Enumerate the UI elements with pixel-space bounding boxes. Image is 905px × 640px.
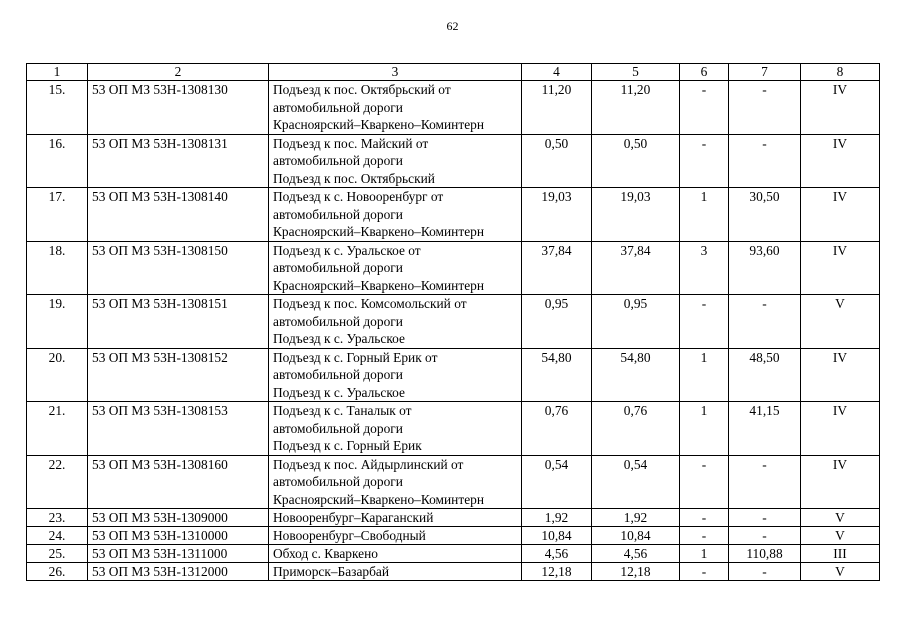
road-name-line: Подъезд к с. Уральское от [273,242,421,258]
category-cell: IV [801,241,880,295]
road-name-cell [269,134,522,188]
road-name-line: Подъезд к пос. Айдырлинский от [273,456,464,472]
count-cell: - [680,563,729,581]
row-number-cell: 19. [27,295,88,349]
length-cell: 12,18 [522,563,592,581]
value-cell: 48,50 [729,348,801,402]
road-name-cell [269,545,522,563]
road-name-cell [269,348,522,402]
table-header-row [27,64,880,81]
length-cell: 4,56 [522,545,592,563]
category-cell: V [801,527,880,545]
road-id-cell: 53 ОП МЗ 53Н-1308130 [88,81,269,135]
road-name-line: Красноярский–Кваркено–Коминтерн [273,117,485,132]
page-number: 62 [446,19,459,33]
count-cell: - [680,295,729,349]
road-id-cell: 53 ОП МЗ 53Н-1308151 [88,295,269,349]
category-cell: IV [801,455,880,509]
table-row [27,295,880,349]
row-number-cell: 22. [27,455,88,509]
road-name-line: автомобильной дороги [273,260,403,275]
category-cell: III [801,545,880,563]
value-cell: 93,60 [729,241,801,295]
road-name-line: Красноярский–Кваркено–Коминтерн [273,224,485,239]
road-id-cell: 53 ОП МЗ 53Н-1312000 [88,563,269,581]
table-row [27,188,880,242]
length-cell: 54,80 [592,348,680,402]
value-cell: 30,50 [729,188,801,242]
table-body [27,81,880,581]
road-name-cell [269,188,522,242]
road-id-cell: 53 ОП МЗ 53Н-1310000 [88,527,269,545]
road-name-line: Подъезд к пос. Октябрьский [273,170,435,186]
length-cell: 19,03 [592,188,680,242]
count-cell: 1 [680,402,729,456]
road-id-cell: 53 ОП МЗ 53Н-1309000 [88,509,269,527]
length-cell: 11,20 [522,81,592,135]
length-cell: 11,20 [592,81,680,135]
category-cell: IV [801,134,880,188]
row-number-cell: 26. [27,563,88,581]
row-number-cell: 16. [27,134,88,188]
road-name-line: Подъезд к с. Уральское [273,384,405,400]
row-number-cell: 17. [27,188,88,242]
length-cell: 4,56 [592,545,680,563]
road-name-line: Подъезд к с. Горный Ерик [273,438,422,453]
count-cell: - [680,455,729,509]
count-cell: 1 [680,188,729,242]
column-header: 7 [729,64,801,81]
value-cell: - [729,509,801,527]
table-row [27,81,880,135]
road-name-line: Подъезд к с. Таналык от [273,403,412,418]
length-cell: 37,84 [592,241,680,295]
row-number-cell: 20. [27,348,88,402]
road-id-cell: 53 ОП МЗ 53Н-1308152 [88,348,269,402]
column-header: 4 [522,64,592,81]
table-row [27,241,880,295]
value-cell: - [729,563,801,581]
table-row [27,527,880,545]
category-cell: V [801,509,880,527]
value-cell: 41,15 [729,402,801,456]
value-cell: - [729,81,801,135]
road-name-line: автомобильной дороги [273,99,403,115]
table-row [27,348,880,402]
length-cell: 0,95 [522,295,592,349]
column-header: 6 [680,64,729,81]
road-name-line: Подъезд к пос. Октябрьский от [273,82,451,97]
length-cell: 37,84 [522,241,592,295]
row-number-cell: 18. [27,241,88,295]
road-name-line: автомобильной дороги [273,367,403,382]
length-cell: 10,84 [522,527,592,545]
road-name-cell [269,509,522,527]
count-cell: - [680,134,729,188]
road-name-line: Красноярский–Кваркено–Коминтерн [273,277,485,293]
road-name-line: Красноярский–Кваркено–Коминтерн [273,491,485,507]
length-cell: 12,18 [592,563,680,581]
road-name-line: Подъезд к пос. Комсомольский от [273,296,467,311]
count-cell: - [680,509,729,527]
roads-table [26,63,880,581]
column-header: 2 [88,64,269,81]
length-cell: 10,84 [592,527,680,545]
table-row [27,455,880,509]
table-row [27,563,880,581]
table-row [27,545,880,563]
road-name-cell [269,455,522,509]
value-cell: - [729,455,801,509]
road-name-cell [269,563,522,581]
road-name-cell [269,241,522,295]
road-name-line: Подъезд к пос. Майский от [273,135,429,151]
road-name-line: Подъезд к с. Уральское [273,331,405,346]
road-id-cell: 53 ОП МЗ 53Н-1308140 [88,188,269,242]
road-name-cell [269,295,522,349]
road-name-line: Подъезд к с. Горный Ерик от [273,349,438,365]
road-id-cell: 53 ОП МЗ 53Н-1308131 [88,134,269,188]
road-name-line: автомобильной дороги [273,153,403,168]
road-id-cell: 53 ОП МЗ 53Н-1308153 [88,402,269,456]
count-cell: 1 [680,348,729,402]
count-cell: - [680,81,729,135]
column-header: 1 [27,64,88,81]
column-header: 5 [592,64,680,81]
length-cell: 19,03 [522,188,592,242]
category-cell: IV [801,402,880,456]
length-cell: 0,54 [522,455,592,509]
road-name-cell [269,527,522,545]
road-name-line: Обход с. Кваркено [273,546,378,561]
length-cell: 0,95 [592,295,680,349]
column-header: 8 [801,64,880,81]
value-cell: - [729,527,801,545]
length-cell: 0,50 [592,134,680,188]
road-name-line: автомобильной дороги [273,206,403,222]
road-name-line: Новооренбург–Караганский [273,510,434,525]
count-cell: 1 [680,545,729,563]
length-cell: 54,80 [522,348,592,402]
road-name-line: автомобильной дороги [273,474,403,489]
row-number-cell: 23. [27,509,88,527]
category-cell: IV [801,348,880,402]
length-cell: 0,50 [522,134,592,188]
road-name-cell [269,81,522,135]
row-number-cell: 24. [27,527,88,545]
length-cell: 0,76 [522,402,592,456]
length-cell: 1,92 [592,509,680,527]
road-name-line: Приморск–Базарбай [273,564,390,579]
road-name-cell [269,402,522,456]
table-row [27,402,880,456]
length-cell: 0,54 [592,455,680,509]
row-number-cell: 25. [27,545,88,563]
road-name-line: автомобильной дороги [273,313,403,329]
count-cell: 3 [680,241,729,295]
row-number-cell: 21. [27,402,88,456]
road-id-cell: 53 ОП МЗ 53Н-1308150 [88,241,269,295]
count-cell: - [680,527,729,545]
value-cell: 110,88 [729,545,801,563]
road-id-cell: 53 ОП МЗ 53Н-1311000 [88,545,269,563]
category-cell: IV [801,188,880,242]
length-cell: 1,92 [522,509,592,527]
road-name-line: автомобильной дороги [273,420,403,436]
category-cell: V [801,563,880,581]
length-cell: 0,76 [592,402,680,456]
table-row [27,509,880,527]
road-name-line: Подъезд к с. Новооренбург от [273,189,444,204]
category-cell: V [801,295,880,349]
column-header: 3 [269,64,522,81]
table-row [27,134,880,188]
row-number-cell: 15. [27,81,88,135]
category-cell: IV [801,81,880,135]
value-cell: - [729,295,801,349]
road-id-cell: 53 ОП МЗ 53Н-1308160 [88,455,269,509]
value-cell: - [729,134,801,188]
road-name-line: Новооренбург–Свободный [273,528,426,543]
